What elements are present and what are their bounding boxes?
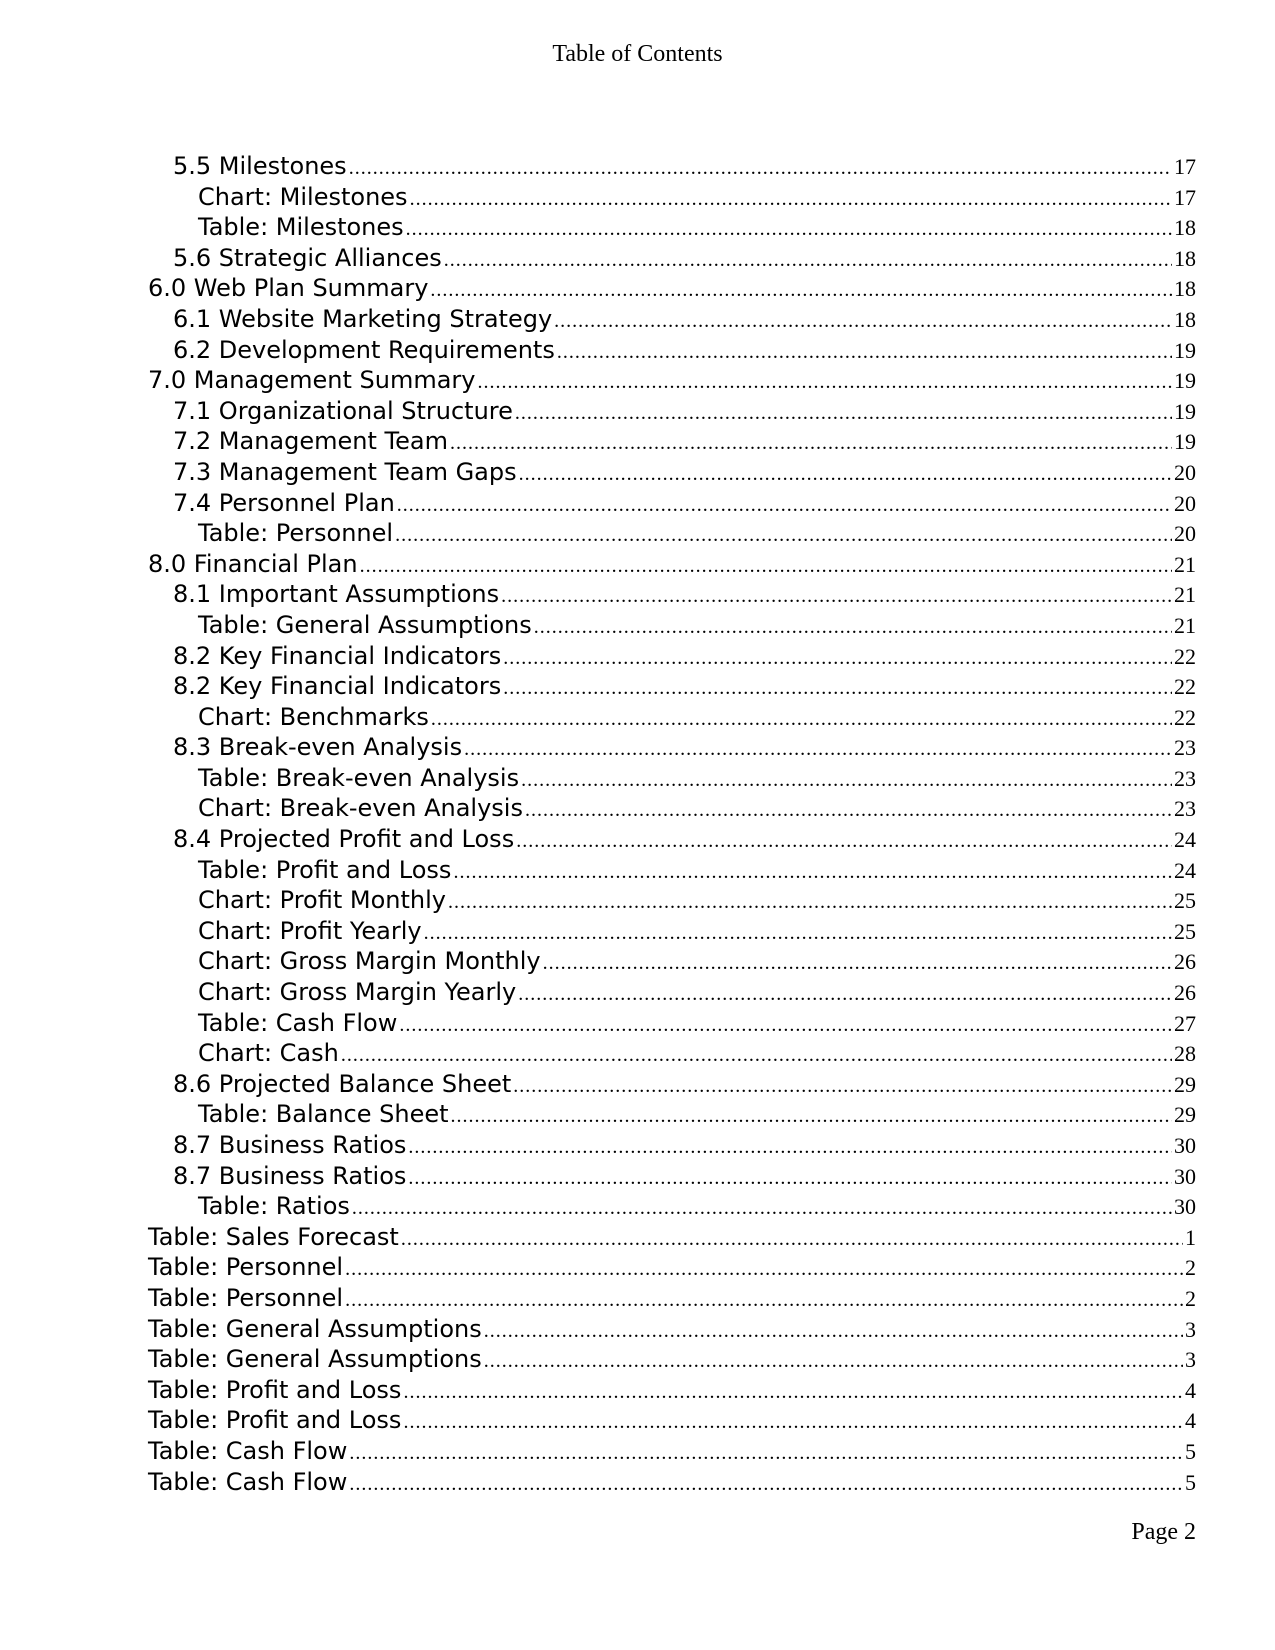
- toc-dot-leader: [503, 647, 1172, 670]
- toc-entry[interactable]: [148, 732, 1196, 763]
- toc-entry[interactable]: [148, 182, 1196, 213]
- toc-entry-label: Table: Milestones: [198, 213, 404, 242]
- toc-entry[interactable]: [148, 549, 1196, 580]
- toc-entry-page-number: 23: [1174, 765, 1196, 791]
- toc-entry-label: Chart: Cash: [198, 1039, 339, 1068]
- toc-entry-label: 8.1 Important Assumptions: [173, 580, 500, 609]
- toc-dot-leader: [408, 1167, 1172, 1190]
- toc-entry-page-number: 20: [1174, 521, 1196, 547]
- toc-dot-leader: [349, 157, 1172, 180]
- toc-entry-page-number: 20: [1174, 490, 1196, 516]
- toc-entry[interactable]: [148, 793, 1196, 824]
- toc-entry-page-number: 17: [1174, 184, 1196, 210]
- toc-entry-label: Table: Personnel: [198, 519, 394, 548]
- toc-entry-page-number: 28: [1174, 1041, 1196, 1067]
- toc-entry-page-number: 26: [1174, 949, 1196, 975]
- toc-dot-leader: [554, 310, 1172, 333]
- toc-entry-label: Table: Sales Forecast: [148, 1222, 399, 1251]
- toc-entry[interactable]: [148, 365, 1196, 396]
- toc-entry-page-number: 4: [1185, 1408, 1196, 1434]
- toc-entry-label: 8.7 Business Ratios: [173, 1161, 407, 1190]
- toc-entry-page-number: 29: [1174, 1071, 1196, 1097]
- toc-entry-page-number: 5: [1185, 1438, 1196, 1464]
- toc-entry-label: 5.5 Milestones: [173, 152, 347, 180]
- toc-dot-leader: [401, 1228, 1183, 1251]
- toc-dot-leader: [403, 1411, 1183, 1434]
- toc-dot-leader: [341, 1044, 1172, 1067]
- toc-entry-page-number: 25: [1174, 918, 1196, 944]
- toc-entry[interactable]: [148, 916, 1196, 947]
- toc-entry-label: Table: General Assumptions: [198, 610, 532, 639]
- toc-entry-page-number: 22: [1174, 704, 1196, 730]
- toc-entry-page-number: 20: [1174, 459, 1196, 485]
- toc-dot-leader: [525, 799, 1172, 822]
- toc-entry[interactable]: [148, 457, 1196, 488]
- toc-entry-label: Table: Ratios: [198, 1192, 350, 1221]
- toc-dot-leader: [430, 279, 1172, 302]
- toc-dot-leader: [349, 1473, 1183, 1496]
- toc-dot-leader: [450, 432, 1172, 455]
- toc-dot-leader: [360, 555, 1172, 578]
- toc-entry[interactable]: [148, 763, 1196, 794]
- toc-entry-label: Table: General Assumptions: [148, 1314, 482, 1343]
- toc-entry-page-number: 22: [1174, 643, 1196, 669]
- toc-dot-leader: [557, 341, 1172, 364]
- toc-entry-page-number: 21: [1174, 612, 1196, 638]
- toc-entry[interactable]: [148, 641, 1196, 672]
- toc-entry[interactable]: [148, 518, 1196, 549]
- toc-entry-page-number: 19: [1174, 429, 1196, 455]
- toc-dot-leader: [444, 249, 1172, 272]
- toc-entry[interactable]: [148, 671, 1196, 702]
- toc-entry-label: Chart: Milestones: [198, 182, 408, 211]
- toc-entry-label: Chart: Profit Monthly: [198, 886, 446, 915]
- toc-entry-label: 8.2 Key Financial Indicators: [173, 641, 502, 670]
- toc-entry-label: 8.7 Business Ratios: [173, 1131, 407, 1159]
- toc-dot-leader: [345, 1258, 1183, 1281]
- toc-entry[interactable]: [148, 977, 1196, 1008]
- toc-entry[interactable]: [148, 1344, 1196, 1375]
- toc-entry[interactable]: [148, 1314, 1196, 1345]
- toc-entry-label: 5.6 Strategic Alliances: [173, 243, 442, 272]
- toc-entry[interactable]: [148, 426, 1196, 457]
- toc-entry-page-number: 25: [1174, 888, 1196, 914]
- toc-entry-label: 8.4 Projected Profit and Loss: [173, 825, 515, 854]
- toc-entry-page-number: 18: [1174, 245, 1196, 271]
- toc-entry-page-number: 21: [1174, 551, 1196, 577]
- toc-entry[interactable]: [148, 1038, 1196, 1069]
- toc-entry[interactable]: [148, 1099, 1196, 1130]
- toc-entry[interactable]: [148, 824, 1196, 855]
- toc-dot-leader: [484, 1350, 1183, 1373]
- toc-dot-leader: [515, 402, 1172, 425]
- toc-entry[interactable]: [148, 151, 1196, 182]
- toc-dot-leader: [513, 1075, 1172, 1098]
- toc-dot-leader: [464, 738, 1172, 761]
- toc-dot-leader: [345, 1289, 1183, 1312]
- toc-entry-label: 7.2 Management Team: [173, 427, 448, 456]
- toc-dot-leader: [431, 708, 1172, 731]
- toc-entry[interactable]: [148, 273, 1196, 304]
- toc-entry-label: Table: Personnel: [148, 1283, 344, 1312]
- toc-entry-label: Table: Break-even Analysis: [198, 763, 520, 792]
- toc-entry-label: Chart: Gross Margin Yearly: [198, 978, 517, 1007]
- toc-entry[interactable]: [148, 946, 1196, 977]
- toc-entry-page-number: 19: [1174, 398, 1196, 424]
- toc-entry-label: 8.2 Key Financial Indicators: [173, 672, 502, 701]
- toc-entry-label: Chart: Benchmarks: [198, 702, 429, 731]
- toc-entry-page-number: 3: [1185, 1347, 1196, 1373]
- toc-entry-label: Chart: Profit Yearly: [198, 916, 422, 945]
- toc-entry-page-number: 19: [1174, 368, 1196, 394]
- toc-dot-leader: [501, 585, 1172, 608]
- toc-entry-label: Table: Profit and Loss: [148, 1406, 402, 1435]
- toc-dot-leader: [516, 830, 1172, 853]
- toc-dot-leader: [397, 494, 1172, 517]
- page-header-title: Table of Contents: [552, 41, 723, 67]
- toc-dot-leader: [395, 524, 1172, 547]
- toc-entry[interactable]: [148, 885, 1196, 916]
- toc-entry[interactable]: [148, 1008, 1196, 1039]
- toc-entry[interactable]: [148, 335, 1196, 366]
- toc-entry[interactable]: [148, 1467, 1196, 1498]
- toc-entry-label: Table: Cash Flow: [148, 1467, 348, 1496]
- toc-entry[interactable]: [148, 243, 1196, 274]
- toc-entry-page-number: 18: [1174, 215, 1196, 241]
- toc-dot-leader: [406, 218, 1172, 241]
- toc-entry[interactable]: [148, 1069, 1196, 1100]
- page-number: Page 2: [1131, 1519, 1196, 1545]
- toc-dot-leader: [451, 1105, 1172, 1128]
- table-of-contents: [148, 151, 1196, 1497]
- toc-entry[interactable]: [148, 488, 1196, 519]
- toc-entry[interactable]: [148, 212, 1196, 243]
- toc-entry-page-number: 4: [1185, 1377, 1196, 1403]
- toc-entry-label: Chart: Gross Margin Monthly: [198, 947, 541, 976]
- toc-entry[interactable]: [148, 1130, 1196, 1161]
- toc-entry-page-number: 24: [1174, 857, 1196, 883]
- toc-entry-page-number: 5: [1185, 1469, 1196, 1495]
- toc-entry-label: Table: Cash Flow: [198, 1008, 398, 1037]
- toc-entry-page-number: 23: [1174, 796, 1196, 822]
- toc-entry-label: Table: Profit and Loss: [198, 855, 452, 884]
- toc-dot-leader: [352, 1197, 1172, 1220]
- toc-entry-label: 7.4 Personnel Plan: [173, 488, 395, 517]
- toc-dot-leader: [519, 463, 1172, 486]
- toc-dot-leader: [399, 1014, 1172, 1037]
- toc-entry-label: 7.3 Management Team Gaps: [173, 457, 517, 486]
- toc-entry-page-number: 27: [1174, 1010, 1196, 1036]
- toc-entry-label: 8.6 Projected Balance Sheet: [173, 1069, 512, 1098]
- toc-entry[interactable]: [148, 1252, 1196, 1283]
- toc-entry[interactable]: [148, 304, 1196, 335]
- toc-entry-label: Table: Balance Sheet: [198, 1100, 449, 1129]
- toc-entry-page-number: 30: [1174, 1194, 1196, 1220]
- toc-entry[interactable]: [148, 702, 1196, 733]
- toc-entry-label: 8.3 Break-even Analysis: [173, 733, 463, 762]
- toc-entry[interactable]: [148, 1283, 1196, 1314]
- toc-dot-leader: [403, 1381, 1183, 1404]
- toc-entry-page-number: 3: [1185, 1316, 1196, 1342]
- toc-entry-page-number: 21: [1174, 582, 1196, 608]
- toc-entry-page-number: 23: [1174, 735, 1196, 761]
- toc-entry-page-number: 29: [1174, 1102, 1196, 1128]
- toc-entry-label: Table: Cash Flow: [148, 1436, 348, 1465]
- toc-dot-leader: [521, 769, 1172, 792]
- toc-entry-label: 6.1 Website Marketing Strategy: [173, 304, 553, 333]
- toc-entry[interactable]: [148, 579, 1196, 610]
- toc-entry[interactable]: [148, 396, 1196, 427]
- toc-entry-label: 8.0 Financial Plan: [148, 549, 358, 578]
- toc-entry-label: Table: Personnel: [148, 1253, 344, 1282]
- toc-entry-page-number: 30: [1174, 1163, 1196, 1189]
- toc-dot-leader: [478, 371, 1172, 394]
- toc-entry-page-number: 26: [1174, 980, 1196, 1006]
- toc-dot-leader: [410, 188, 1172, 211]
- toc-entry-page-number: 17: [1174, 154, 1196, 179]
- toc-entry-label: 6.0 Web Plan Summary: [148, 274, 429, 303]
- toc-entry-page-number: 30: [1174, 1133, 1196, 1158]
- toc-entry-page-number: 22: [1174, 674, 1196, 700]
- toc-entry[interactable]: [148, 1191, 1196, 1222]
- toc-entry-label: Table: General Assumptions: [148, 1345, 482, 1374]
- toc-entry-label: 7.0 Management Summary: [148, 366, 476, 395]
- toc-entry-label: Table: Profit and Loss: [148, 1375, 402, 1404]
- toc-dot-leader: [518, 983, 1172, 1006]
- toc-entry-page-number: 24: [1174, 827, 1196, 853]
- toc-entry[interactable]: [148, 1161, 1196, 1192]
- toc-dot-leader: [349, 1442, 1183, 1465]
- toc-dot-leader: [534, 616, 1172, 639]
- toc-entry[interactable]: [148, 610, 1196, 641]
- toc-dot-leader: [408, 1136, 1172, 1159]
- toc-dot-leader: [424, 922, 1172, 945]
- toc-entry-label: 6.2 Development Requirements: [173, 335, 555, 364]
- toc-entry[interactable]: [148, 1436, 1196, 1467]
- toc-dot-leader: [453, 861, 1172, 884]
- toc-entry[interactable]: [148, 1375, 1196, 1406]
- toc-entry-page-number: 2: [1185, 1285, 1196, 1311]
- toc-entry-label: Chart: Break-even Analysis: [198, 794, 523, 823]
- toc-dot-leader: [543, 952, 1172, 975]
- toc-dot-leader: [503, 677, 1172, 700]
- toc-entry-page-number: 1: [1185, 1224, 1196, 1250]
- toc-entry-label: 7.1 Organizational Structure: [173, 396, 513, 425]
- toc-entry[interactable]: [148, 1405, 1196, 1436]
- toc-entry-page-number: 19: [1174, 337, 1196, 363]
- toc-entry-page-number: 18: [1174, 306, 1196, 332]
- toc-dot-leader: [484, 1320, 1183, 1343]
- toc-entry-page-number: 2: [1185, 1255, 1196, 1281]
- toc-entry[interactable]: [148, 1222, 1196, 1253]
- toc-entry[interactable]: [148, 855, 1196, 886]
- toc-dot-leader: [448, 891, 1172, 914]
- toc-entry-page-number: 18: [1174, 276, 1196, 302]
